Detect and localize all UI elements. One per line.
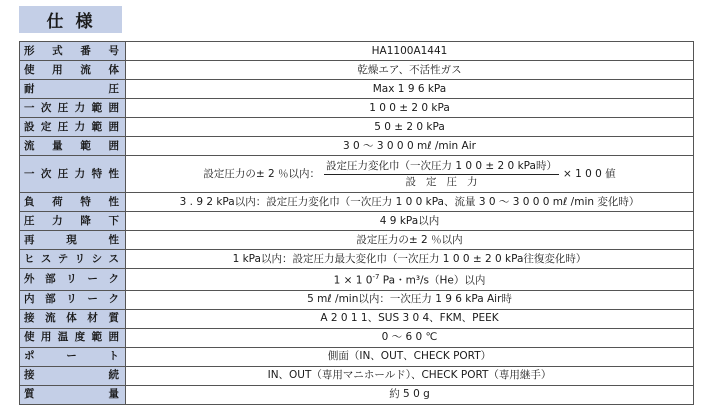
row-value: 5 0 ± 2 0 kPa	[126, 118, 694, 137]
fraction-denominator: 設定圧力	[405, 175, 488, 188]
table-row	[20, 42, 694, 61]
row-value: A 2 0 1 1、SUS 3 0 4、FKM、PEEK	[126, 309, 694, 328]
row-label-text: ポ ー ト	[24, 350, 119, 362]
table-row	[20, 250, 694, 269]
row-value	[126, 156, 694, 193]
row-label-text: 耐 圧	[24, 82, 119, 95]
row-label-text: 使 用 温 度 範 囲	[24, 331, 119, 343]
row-label	[20, 212, 126, 231]
row-label	[20, 156, 126, 193]
row-label	[20, 137, 126, 156]
row-value: Max 1 9 6 kPa	[126, 80, 694, 99]
row-label-text: 接 流 体 材 質	[24, 312, 119, 324]
formula-suffix: × 1 0 0 値	[562, 167, 616, 180]
row-value: 約 5 0 g	[126, 385, 694, 404]
table-row	[20, 193, 694, 212]
row-label	[20, 328, 126, 347]
row-label	[20, 269, 126, 291]
row-label	[20, 80, 126, 99]
table-row	[20, 137, 694, 156]
row-value: 3 . 9 2 kPa以内：設定圧力変化巾（一次圧力 1 0 0 kPa、流量 3 0 ～ 3 0 0 0 mℓ /min 変化時）	[126, 193, 694, 212]
row-value: 5 mℓ /min以内：一次圧力 1 9 6 kPa Air時	[126, 290, 694, 309]
row-label-text: 一 次 圧 力 特 性	[24, 167, 119, 180]
row-label	[20, 99, 126, 118]
table-row	[20, 366, 694, 385]
row-value: 4 9 kPa以内	[126, 212, 694, 231]
row-value	[126, 269, 694, 291]
row-label-text: 使 用 流 体	[24, 63, 119, 76]
table-row	[20, 80, 694, 99]
row-value: 設定圧力の± 2 ％以内	[126, 231, 694, 250]
leak-value-unit: Pa・m³/s（He）以内	[379, 274, 486, 287]
row-label-text: 圧 力 降 下	[24, 214, 119, 227]
row-value: 側面（IN、OUT、CHECK PORT）	[126, 347, 694, 366]
spec-table	[19, 41, 694, 405]
fraction-numerator: 設定圧力変化巾（一次圧力 1 0 0 ± 2 0 kPa時）	[324, 159, 559, 175]
row-value: HA1100A1441	[126, 42, 694, 61]
table-row	[20, 385, 694, 404]
row-label-text: ヒ ス テ リ シ ス	[24, 252, 119, 265]
formula	[203, 159, 615, 190]
row-label-text: 接 続	[24, 369, 119, 381]
row-label-text: 外 部 リ ー ク	[24, 272, 119, 285]
row-value: 0 ～ 6 0 ℃	[126, 328, 694, 347]
table-row	[20, 347, 694, 366]
table-row	[20, 212, 694, 231]
row-label	[20, 42, 126, 61]
row-label	[20, 347, 126, 366]
row-value: 1 kPa以内：設定圧力最大変化巾（一次圧力 1 0 0 ± 2 0 kPa往復変化時）	[126, 250, 694, 269]
row-value: 1 0 0 ± 2 0 kPa	[126, 99, 694, 118]
row-value: 乾燥エア、不活性ガス	[126, 61, 694, 80]
row-label-text: 形 式 番 号	[24, 44, 119, 57]
row-label	[20, 118, 126, 137]
row-value: IN、OUT（専用マニホールド）、CHECK PORT（専用継手）	[126, 366, 694, 385]
table-row	[20, 309, 694, 328]
table-row	[20, 290, 694, 309]
row-label-text: 内 部 リ ー ク	[24, 293, 119, 305]
row-label	[20, 290, 126, 309]
table-row	[20, 328, 694, 347]
row-label	[20, 250, 126, 269]
leak-value-exponent: -7	[372, 273, 380, 281]
section-title: 仕様	[19, 6, 122, 33]
row-label-text: 負 荷 特 性	[24, 195, 119, 208]
row-label	[20, 366, 126, 385]
row-label-text: 設 定 圧 力 範 囲	[24, 120, 119, 133]
row-label-text: 一 次 圧 力 範 囲	[24, 101, 119, 114]
row-label	[20, 231, 126, 250]
table-row	[20, 156, 694, 193]
row-label-text: 質 量	[24, 388, 119, 400]
leak-value-base: 1 × 1 0	[333, 274, 373, 287]
formula-prefix: 設定圧力の± 2 ％以内：	[203, 167, 320, 180]
row-label	[20, 309, 126, 328]
table-row	[20, 269, 694, 291]
table-row	[20, 118, 694, 137]
row-value: 3 0 ～ 3 0 0 0 mℓ /min Air	[126, 137, 694, 156]
fraction	[324, 159, 559, 190]
row-label	[20, 193, 126, 212]
row-label-text: 再 現 性	[24, 233, 119, 246]
table-row	[20, 231, 694, 250]
table-row	[20, 61, 694, 80]
row-label	[20, 61, 126, 80]
row-label	[20, 385, 126, 404]
table-row	[20, 99, 694, 118]
row-label-text: 流 量 範 囲	[24, 139, 119, 152]
